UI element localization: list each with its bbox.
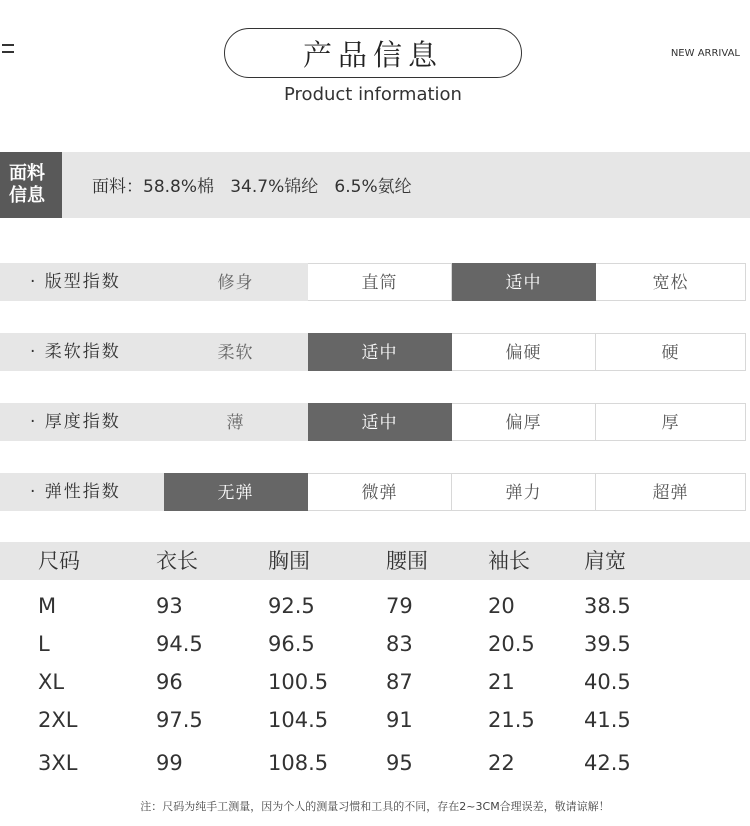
- index-row: [0, 473, 750, 511]
- measurement-note: 注：尺码为纯手工测量，因为个人的测量习惯和工具的不同，存在2~3CM合理误差，敬请谅解！: [140, 800, 610, 813]
- size-table-cell: L: [38, 632, 50, 656]
- index-option-selected: 适中: [308, 403, 452, 441]
- index-label: · 厚度指数: [0, 403, 164, 441]
- index-option: 修身: [164, 263, 308, 301]
- index-option: 厚: [596, 403, 746, 441]
- fabric-tag-line2: 信息: [9, 185, 45, 206]
- size-table-cell: 2XL: [38, 708, 78, 732]
- size-table-cell: 79: [386, 594, 413, 618]
- index-option-selected: 无弹: [164, 473, 308, 511]
- index-row: [0, 403, 750, 441]
- size-table-cell: 92.5: [268, 594, 315, 618]
- size-table-cell: 108.5: [268, 751, 329, 775]
- size-table-cell: 21.5: [488, 708, 535, 732]
- fabric-tag-line1: 面料: [9, 163, 45, 184]
- index-option-selected: 适中: [452, 263, 596, 301]
- size-table-cell: 3XL: [38, 751, 78, 775]
- index-option-selected: 适中: [308, 333, 452, 371]
- section-subtitle: Product information: [284, 84, 462, 105]
- size-table-header: [0, 542, 750, 580]
- size-table-cell: 20: [488, 594, 515, 618]
- fabric-tag: [0, 152, 62, 218]
- section-title: 产品信息: [224, 28, 522, 78]
- index-option: 宽松: [596, 263, 746, 301]
- size-header-cell: 衣长: [156, 549, 198, 573]
- index-option: 薄: [164, 403, 308, 441]
- size-header-cell: 袖长: [488, 549, 530, 573]
- size-table-cell: 93: [156, 594, 183, 618]
- size-table-cell: 21: [488, 670, 515, 694]
- index-label: · 柔软指数: [0, 333, 164, 371]
- size-table-cell: 99: [156, 751, 183, 775]
- index-option: 偏硬: [452, 333, 596, 371]
- size-table-cell: 83: [386, 632, 413, 656]
- index-label: · 版型指数: [0, 263, 164, 301]
- index-option: 柔软: [164, 333, 308, 371]
- size-table-cell: 42.5: [584, 751, 631, 775]
- size-header-cell: 胸围: [268, 549, 310, 573]
- size-table-cell: 96.5: [268, 632, 315, 656]
- index-option: 微弹: [308, 473, 452, 511]
- size-table-cell: 40.5: [584, 670, 631, 694]
- size-header-cell: 腰围: [386, 549, 428, 573]
- size-table-cell: 41.5: [584, 708, 631, 732]
- index-option: 超弹: [596, 473, 746, 511]
- size-table-cell: 20.5: [488, 632, 535, 656]
- size-table-cell: 91: [386, 708, 413, 732]
- size-table-cell: M: [38, 594, 57, 618]
- menu-icon: [2, 44, 16, 58]
- index-label: · 弹性指数: [0, 473, 164, 511]
- new-arrival-label: NEW ARRIVAL: [670, 48, 740, 59]
- index-row: [0, 333, 750, 371]
- size-table-cell: XL: [38, 670, 65, 694]
- index-option: 弹力: [452, 473, 596, 511]
- size-table-cell: 87: [386, 670, 413, 694]
- size-table-cell: 38.5: [584, 594, 631, 618]
- size-table-cell: 22: [488, 751, 515, 775]
- size-table-cell: 97.5: [156, 708, 203, 732]
- size-table-cell: 95: [386, 751, 413, 775]
- fabric-composition: 面料：58.8%棉 34.7%锦纶 6.5%氨纶: [92, 177, 412, 197]
- size-table-cell: 100.5: [268, 670, 329, 694]
- index-row: [0, 263, 750, 301]
- size-table-cell: 94.5: [156, 632, 203, 656]
- size-header-cell: 尺码: [38, 549, 80, 573]
- size-table-cell: 39.5: [584, 632, 631, 656]
- index-option: 硬: [596, 333, 746, 371]
- index-option: 偏厚: [452, 403, 596, 441]
- size-header-cell: 肩宽: [584, 549, 626, 573]
- size-table-cell: 104.5: [268, 708, 329, 732]
- index-option: 直筒: [308, 263, 452, 301]
- size-table-cell: 96: [156, 670, 183, 694]
